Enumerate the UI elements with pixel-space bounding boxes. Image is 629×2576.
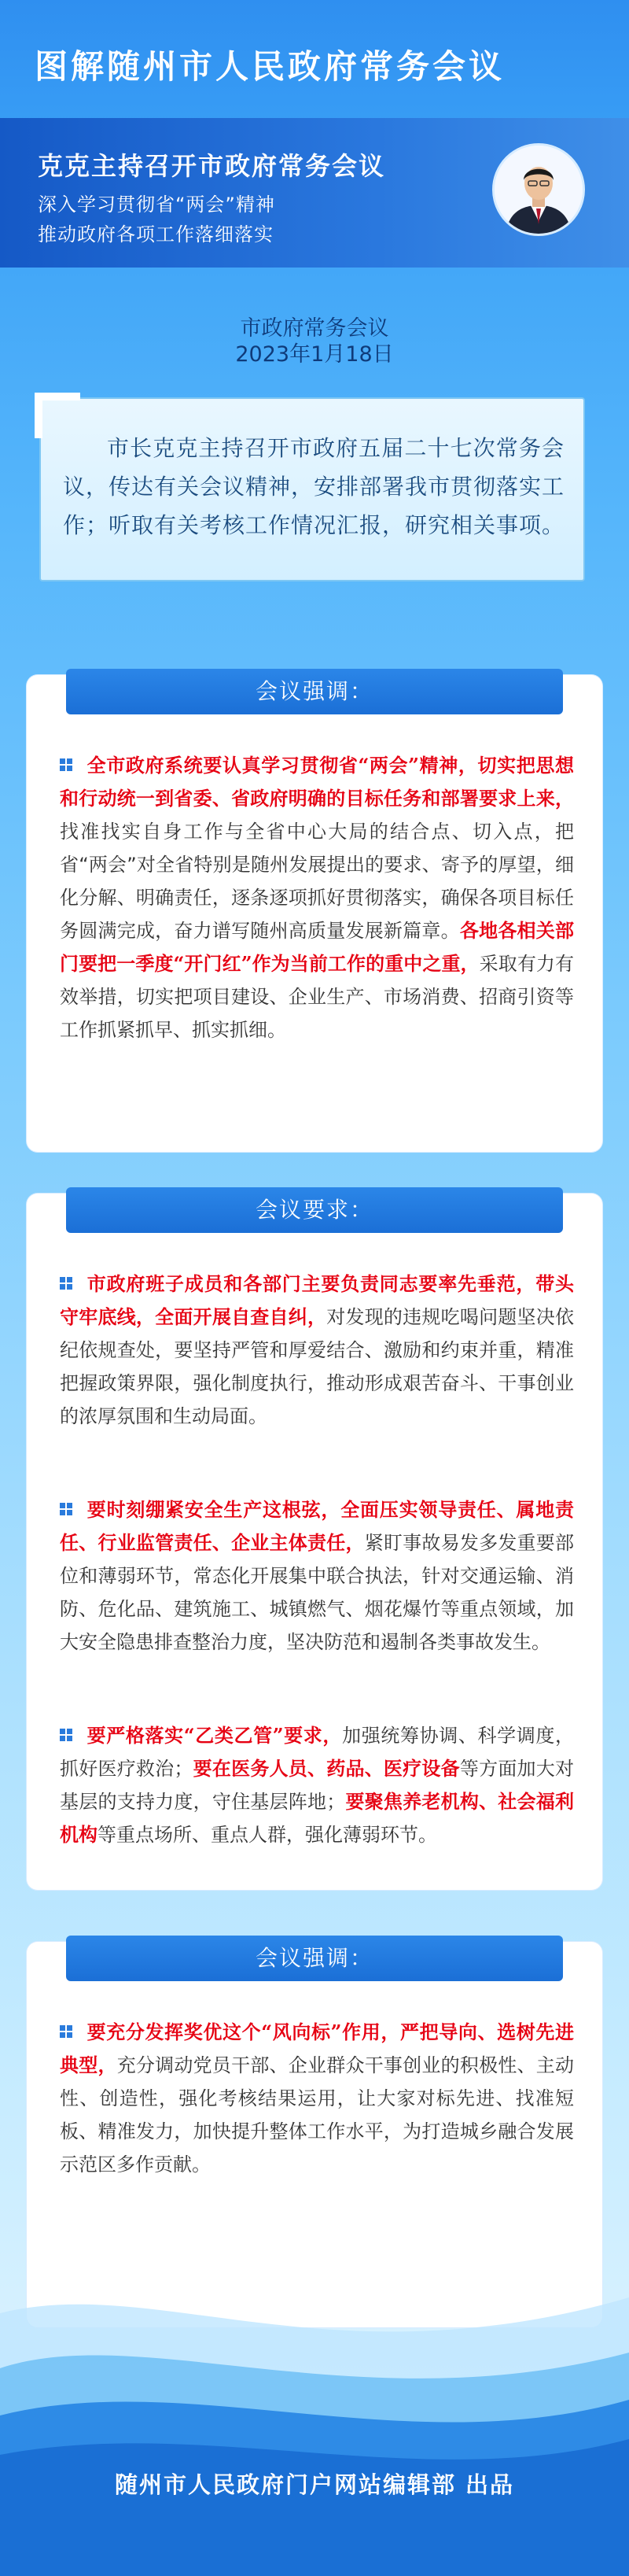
highlight-text: 要充分发挥奖优这个“风向标”作用，严把导向、选树先进典型， <box>60 2021 574 2076</box>
meeting-date: 2023年1月18日 <box>235 342 394 367</box>
meeting-source: 市政府常务会议 <box>240 316 389 341</box>
intro-text: 市长克克主持召开市政府五届二十七次常务会议，传达有关会议精神，安排部署我市贯彻落实工作；听取有关考核工作情况汇报，研究相关事项。 <box>63 435 565 538</box>
body-text: 加强统筹协调、科学调度，抓好医疗救治； <box>60 1725 575 1780</box>
section-paragraph <box>60 1268 574 1433</box>
header-banner <box>0 118 629 268</box>
bullet-icon <box>60 1729 72 1741</box>
portrait-icon <box>495 146 583 234</box>
bullet-icon <box>60 758 72 771</box>
intro-box <box>39 397 585 581</box>
footer-credit: 随州市人民政府门户网站编辑部 出品 <box>114 2471 515 2498</box>
corner-decoration <box>35 393 80 438</box>
avatar <box>492 143 585 236</box>
highlight-text: 要在医务人员、药品、医疗设备 <box>193 1757 460 1780</box>
footer-wave-decoration <box>0 2266 629 2576</box>
section-emphasis-1 <box>27 675 602 1152</box>
section-requirements <box>27 1194 602 1890</box>
bullet-icon <box>60 1277 72 1290</box>
header-title: 克克主持召开市政府常务会议 <box>38 151 386 181</box>
body-text: 紧盯事故易发多发重要部位和薄弱环节，常态化开展集中联合执法，针对交通运输、消防、危化品、建筑施工、城镇燃气、烟花爆竹等重点领域，加大安全隐患排查整治力度，坚决防范和遏制各类事故发生。 <box>60 1532 575 1653</box>
highlight-text: 市政府班子成员和各部门主要负责同志要率先垂范，带头守牢底线，全面开展自查自纠， <box>60 1272 574 1328</box>
body-text: 等方面加大对基层的支持力度，守住基层阵地； <box>60 1758 575 1813</box>
body-text: 找准找实自身工作与全省中心大局的结合点、切入点，把省“两会”对全省特别是随州发展提出的要求、寄予的厚望，细化分解、明确责任，逐条逐项抓好贯彻落实，确保各项目标任务圆满完成，奋力谱写随州高质量发展新篇章。 <box>60 821 574 942</box>
bullet-icon <box>60 2025 72 2038</box>
body-text: 充分调动党员干部、企业群众干事创业的积极性、主动性、创造性，强化考核结果运用，让大家对标先进、找准短板、精准发力，加快提升整体工作水平，为打造城乡融合发展示范区多作贡献。 <box>60 2054 575 2176</box>
body-text: 等重点场所、重点人群，强化薄弱环节。 <box>97 1824 437 1846</box>
section-heading: 会议要求： <box>66 1187 563 1233</box>
section-paragraph <box>60 2016 574 2181</box>
page-title: 图解随州市人民政府常务会议 <box>35 47 506 86</box>
section-paragraph <box>60 1493 574 1659</box>
highlight-text: 各地各相关部门要把一季度“开门红”作为当前工作的重中之重， <box>60 919 575 975</box>
section-heading: 会议强调： <box>66 669 563 714</box>
section-paragraph <box>60 1719 574 1851</box>
header-subtitle-2: 推动政府各项工作落细落实 <box>38 223 274 245</box>
header-subtitle-1: 深入学习贯彻省“两会”精神 <box>38 194 275 216</box>
section-heading: 会议强调： <box>66 1936 563 1981</box>
highlight-text: 要聚焦养老机构、社会福利机构 <box>60 1790 575 1846</box>
body-text: 采取有力有效举措，切实把项目建设、企业生产、市场消费、招商引资等工作抓紧抓早、抓实抓细。 <box>60 953 575 1041</box>
bullet-icon <box>60 1503 72 1515</box>
highlight-text: 要时刻绷紧安全生产这根弦，全面压实领导责任、属地责任、行业监管责任、企业主体责任， <box>60 1498 574 1554</box>
highlight-text: 要严格落实“乙类乙管”要求， <box>86 1724 343 1747</box>
section-paragraph <box>60 749 574 1046</box>
body-text: 对发现的违规吃喝问题坚决依纪依规查处，要坚持严管和厚爱结合、激励和约束并重，精准把握政策界限，强化制度执行，推动形成艰苦奋斗、干事创业的浓厚氛围和生动局面。 <box>60 1306 575 1427</box>
highlight-text: 全市政府系统要认真学习贯彻省“两会”精神，切实把思想和行动统一到省委、省政府明确的目标任务和部署要求上来， <box>60 754 574 810</box>
